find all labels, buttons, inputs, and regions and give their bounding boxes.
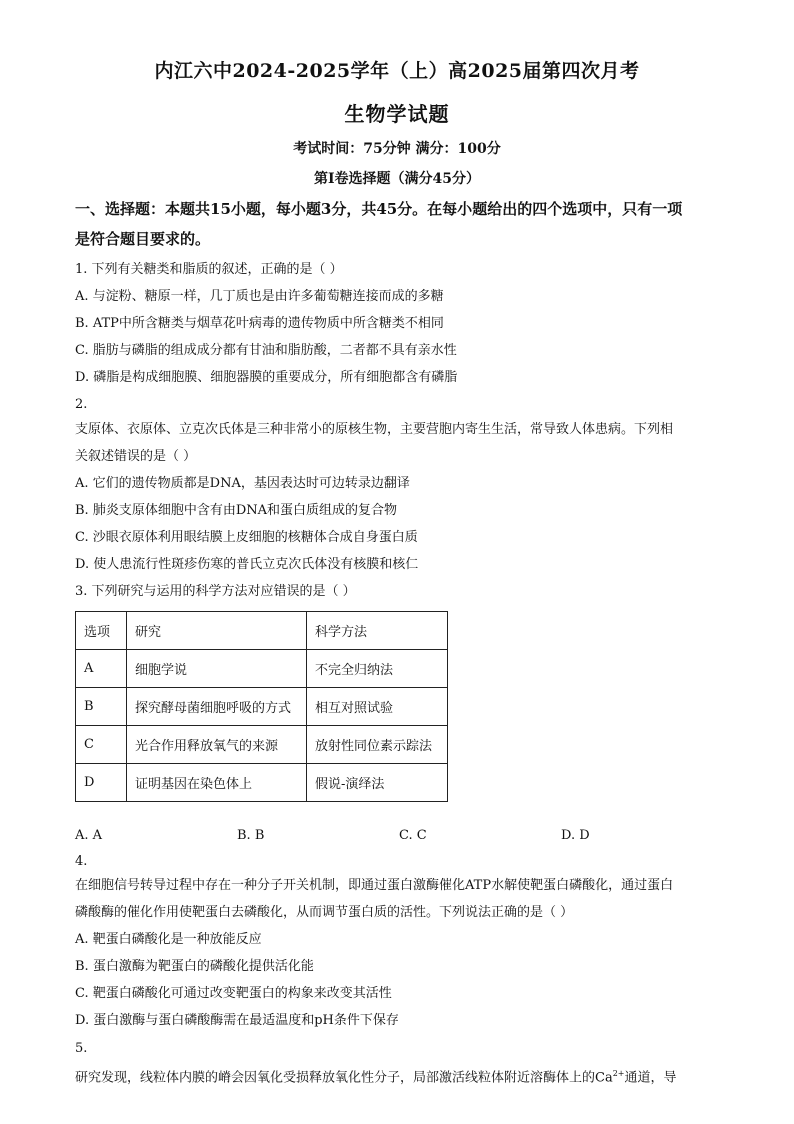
table-cell: 相互对照试验	[307, 688, 448, 726]
table-cell: 细胞学说	[127, 650, 307, 688]
section-heading-line1: 一、选择题：本题共15小题，每小题3分，共45分。在每小题给出的四个选项中，只有一项	[75, 200, 683, 218]
calcium-charge: 2+	[612, 1069, 625, 1078]
q4-stem-line2: 磷酸酶的催化作用使靶蛋白去磷酸化，从而调节蛋白质的活性。下列说法正确的是（ ）	[75, 905, 574, 920]
q2-option-a: A. 它们的遗传物质都是DNA，基因表达时可边转录边翻译	[75, 476, 410, 491]
table-cell: B	[76, 688, 127, 726]
table-cell: 放射性同位素示踪法	[307, 726, 448, 764]
q4-option-d: D. 蛋白激酶与蛋白磷酸酶需在最适温度和pH条件下保存	[75, 1013, 399, 1028]
table-cell: 探究酵母菌细胞呼吸的方式	[127, 688, 307, 726]
q3-choice-a: A. A	[75, 828, 103, 843]
exam-title: 内江六中2024-2025学年（上）高2025届第四次月考	[154, 60, 640, 82]
q1-option-b: B. ATP中所含糖类与烟草花叶病毒的遗传物质中所含糖类不相同	[75, 316, 444, 331]
table-cell: 光合作用释放氧气的来源	[127, 726, 307, 764]
table-cell: D	[76, 764, 127, 802]
q1-option-a: A. 与淀粉、糖原一样，几丁质也是由许多葡萄糖连接而成的多糖	[75, 289, 444, 304]
q1-option-d: D. 磷脂是构成细胞膜、细胞器膜的重要成分，所有细胞都含有磷脂	[75, 370, 458, 385]
table-cell: 证明基因在染色体上	[127, 764, 307, 802]
q4-option-c: C. 靶蛋白磷酸化可通过改变靶蛋白的构象来改变其活性	[75, 986, 392, 1001]
section-heading-line2: 是符合题目要求的。	[75, 230, 211, 248]
q3-choice-b: B. B	[237, 828, 265, 843]
table-header-cell: 选项	[76, 612, 127, 650]
q3-choice-c: C. C	[399, 828, 427, 843]
table-cell: 假说-演绎法	[307, 764, 448, 802]
table-cell: 不完全归纳法	[307, 650, 448, 688]
q5-stem-text: 研究发现，线粒体内膜的嵴会因氧化受损释放氧化性分子，局部激活线粒体附近溶酶体上的Ca	[75, 1070, 613, 1086]
exam-info: 考试时间：75分钟 满分：100分	[293, 141, 501, 157]
q3-table	[75, 611, 448, 802]
table-header-cell: 研究	[127, 612, 307, 650]
q1-option-c: C. 脂肪与磷脂的组成成分都有甘油和脂肪酸，二者都不具有亲水性	[75, 343, 457, 358]
table-header-cell: 科学方法	[307, 612, 448, 650]
q2-option-d: D. 使人患流行性斑疹伤寒的普氏立克次氏体没有核膜和核仁	[75, 557, 419, 572]
q3-stem: 3. 下列研究与运用的科学方法对应错误的是（ ）	[75, 584, 356, 599]
q5-stem-line1	[75, 1064, 725, 1088]
q4-option-a: A. 靶蛋白磷酸化是一种放能反应	[75, 932, 262, 947]
q5-number: 5.	[75, 1041, 88, 1056]
q4-stem-line1: 在细胞信号转导过程中存在一种分子开关机制，即通过蛋白激酶催化ATP水解使靶蛋白磷酸化，通过蛋白	[75, 878, 674, 893]
q3-choice-d: D. D	[561, 828, 590, 843]
table-row	[76, 650, 448, 688]
q2-number: 2.	[75, 397, 88, 412]
table-row	[76, 726, 448, 764]
q5-stem-text-end: 通道，导	[624, 1070, 677, 1086]
q2-option-c: C. 沙眼衣原体利用眼结膜上皮细胞的核糖体合成自身蛋白质	[75, 530, 418, 545]
table-row	[76, 764, 448, 802]
table-cell: C	[76, 726, 127, 764]
q2-stem-line1: 支原体、衣原体、立克次氏体是三种非常小的原核生物，主要营胞内寄生生活，常导致人体患病。下列相	[75, 422, 674, 437]
table-cell: A	[76, 650, 127, 688]
q2-stem-line2: 关叙述错误的是（ ）	[75, 449, 197, 464]
q4-number: 4.	[75, 854, 88, 869]
exam-subtitle: 生物学试题	[344, 102, 450, 126]
q4-option-b: B. 蛋白激酶为靶蛋白的磷酸化提供活化能	[75, 959, 314, 974]
table-header-row	[76, 612, 448, 650]
q2-option-b: B. 肺炎支原体细胞中含有由DNA和蛋白质组成的复合物	[75, 503, 398, 518]
part-title: 第Ⅰ卷选择题（满分45分）	[313, 171, 481, 187]
table-row	[76, 688, 448, 726]
q1-stem: 1. 下列有关糖类和脂质的叙述，正确的是（ ）	[75, 262, 343, 277]
